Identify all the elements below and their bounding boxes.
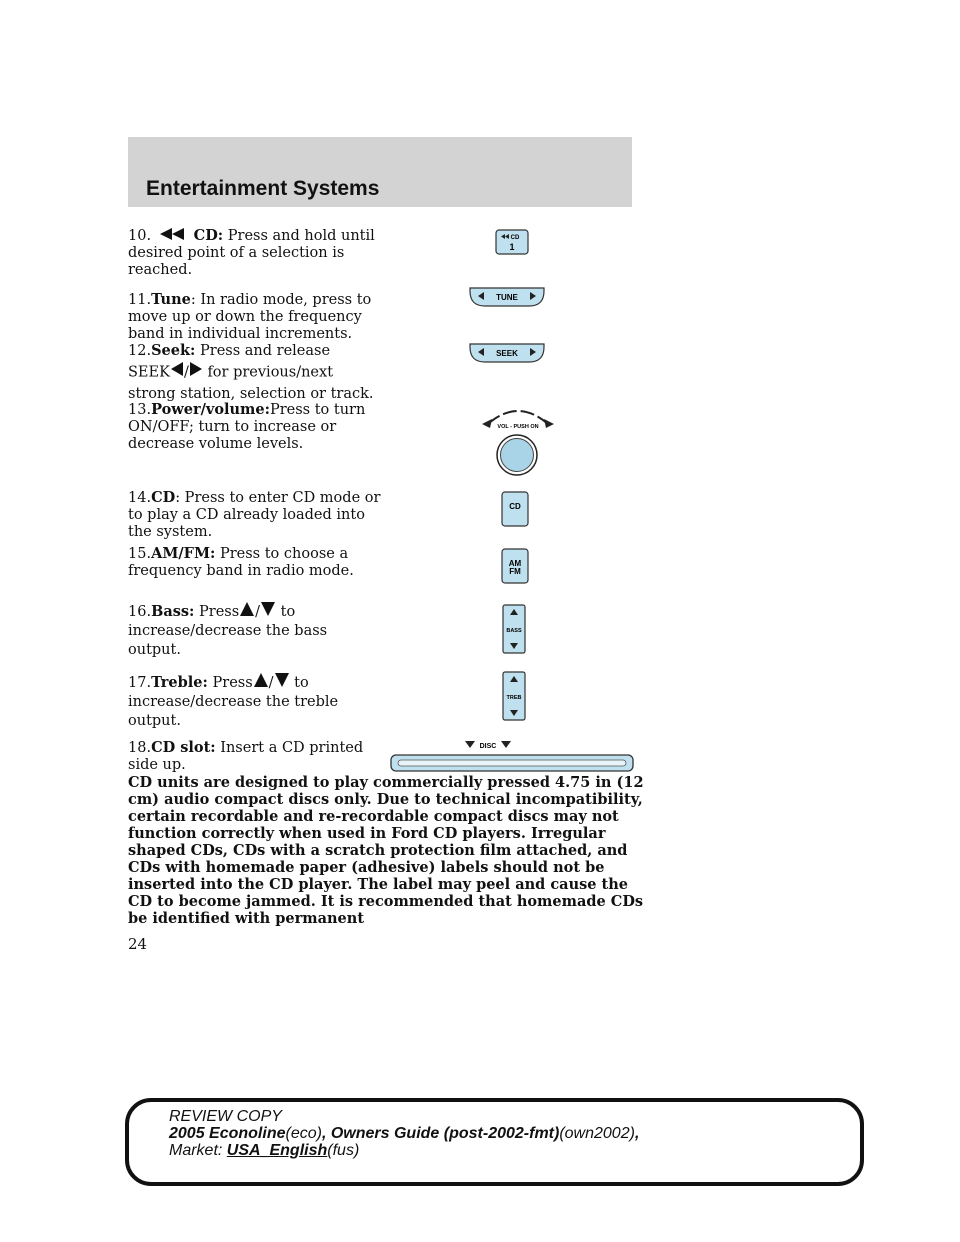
footer-market: USA_English [226, 1142, 328, 1159]
item-number: 10. [128, 228, 152, 244]
item-number: 16. [128, 604, 152, 620]
item-text: to [280, 604, 296, 620]
cd1-label-top: CD [510, 235, 520, 241]
bass-button-figure [502, 604, 526, 654]
item-11 [128, 291, 383, 343]
slash: / [183, 364, 189, 381]
item-15 [128, 545, 383, 580]
footer-line-1 [169, 1108, 639, 1125]
item-text: Press [199, 604, 240, 620]
item-14 [128, 489, 383, 541]
item-text: to [294, 675, 309, 691]
item-number: 14. [128, 490, 152, 506]
item-label: CD [151, 489, 176, 506]
item-text: Insert a CD printed side up. [128, 740, 364, 773]
disc-label: DISC [479, 743, 497, 750]
cd1-label-num: 1 [509, 242, 515, 252]
tune-label: TUNE [496, 293, 518, 302]
footer-guide: , Owners Guide (post-2002-fmt) [321, 1125, 560, 1142]
seek-left-icon [171, 362, 183, 383]
item-text: : Press to enter CD mode or to play a CD already loaded into the system. [128, 490, 381, 540]
footer-guide-code: (own2002) [559, 1125, 635, 1142]
item-16 [128, 602, 383, 660]
item-number: 17. [128, 675, 152, 691]
fm-label: FM [509, 567, 521, 576]
section-header [128, 137, 632, 207]
item-text: : In radio mode, press to move up or down the frequency band in individual increments. [128, 292, 372, 342]
section-title: Entertainment Systems [146, 177, 380, 200]
review-footer [125, 1098, 864, 1186]
seek-right-icon [190, 362, 202, 383]
footer-line-3 [169, 1142, 639, 1159]
item-text: for previous/next strong station, selection or track. [128, 364, 374, 402]
item-17 [128, 673, 383, 731]
item-13 [128, 401, 383, 453]
item-number: 18. [128, 740, 152, 756]
item-number: 12. [128, 343, 152, 359]
treble-up-icon [254, 673, 268, 693]
item-text: Press to turn ON/OFF; turn to increase or decrease volume levels. [128, 402, 366, 452]
footer-comma: , [634, 1125, 640, 1142]
footer-market-label: Market: [169, 1142, 223, 1159]
seek-button-figure [469, 343, 545, 363]
item-18 [128, 739, 383, 774]
item-label: Tune [151, 291, 191, 308]
bass-down-icon [261, 602, 275, 622]
tune-button-figure [469, 287, 545, 307]
cd1-button-figure [495, 229, 529, 255]
item-text: increase/decrease the bass output. [128, 623, 328, 658]
item-text: Press and release [200, 343, 331, 359]
cd-label: CD [509, 502, 521, 511]
item-label: CD slot: [151, 739, 216, 756]
am-label: AM [508, 559, 522, 568]
seek-word: SEEK [128, 364, 170, 381]
footer-vehicle-code: (eco) [285, 1125, 322, 1142]
page-number: 24 [128, 935, 148, 953]
item-label: AM/FM: [151, 545, 216, 562]
amfm-button-figure [501, 548, 529, 584]
item-number: 13. [128, 402, 152, 418]
bass-up-icon [240, 602, 254, 622]
item-text: Press [212, 675, 253, 691]
cd-button-figure [501, 491, 529, 527]
item-number: 11. [128, 292, 152, 308]
rewind-icon [156, 228, 194, 245]
item-12 [128, 340, 383, 405]
footer-line-2 [169, 1125, 639, 1142]
item-label: Treble: [151, 674, 208, 691]
footer-text [169, 1108, 639, 1159]
slash: / [268, 675, 274, 691]
cd-slot-figure [389, 739, 635, 775]
slash: / [255, 604, 261, 620]
item-label: CD: [193, 227, 224, 244]
item-label: Bass: [151, 603, 195, 620]
item-label: Seek: [151, 342, 196, 359]
item-10 [128, 227, 383, 279]
footer-vehicle: 2005 Econoline [169, 1125, 286, 1142]
seek-label: SEEK [496, 349, 518, 358]
treb-label: TREB [506, 695, 522, 701]
item-label: Power/volume: [151, 401, 270, 418]
footer-market-code: (fus) [327, 1142, 360, 1159]
volume-knob-figure [478, 400, 558, 476]
bass-label: BASS [506, 628, 522, 634]
treble-button-figure [502, 671, 526, 721]
treble-down-icon [275, 673, 289, 693]
item-number: 15. [128, 546, 152, 562]
item-text: increase/decrease the treble output. [128, 694, 339, 729]
cd-warning-paragraph: CD units are designed to play commercially pressed 4.75 in (12 cm) audio compact discs only. Due to technical incompatibility, certain recordable and re-recordable compact discs may not function correctly when used in Ford CD players. Irregular shaped CDs, CDs with a scratch protection film attached, and CDs with homemade paper (adhesive) labels should not be inserted into the CD player. The label may peel and cause the CD to become jammed. It is recommended that homemade CDs be identified with permanent [128, 774, 644, 927]
review-copy: REVIEW COPY [169, 1108, 282, 1125]
vol-label: VOL - PUSH ON [497, 424, 539, 430]
item-text: Press and hold until desired point of a selection is reached. [128, 228, 375, 278]
item-text: Press to choose a frequency band in radio mode. [128, 546, 354, 579]
